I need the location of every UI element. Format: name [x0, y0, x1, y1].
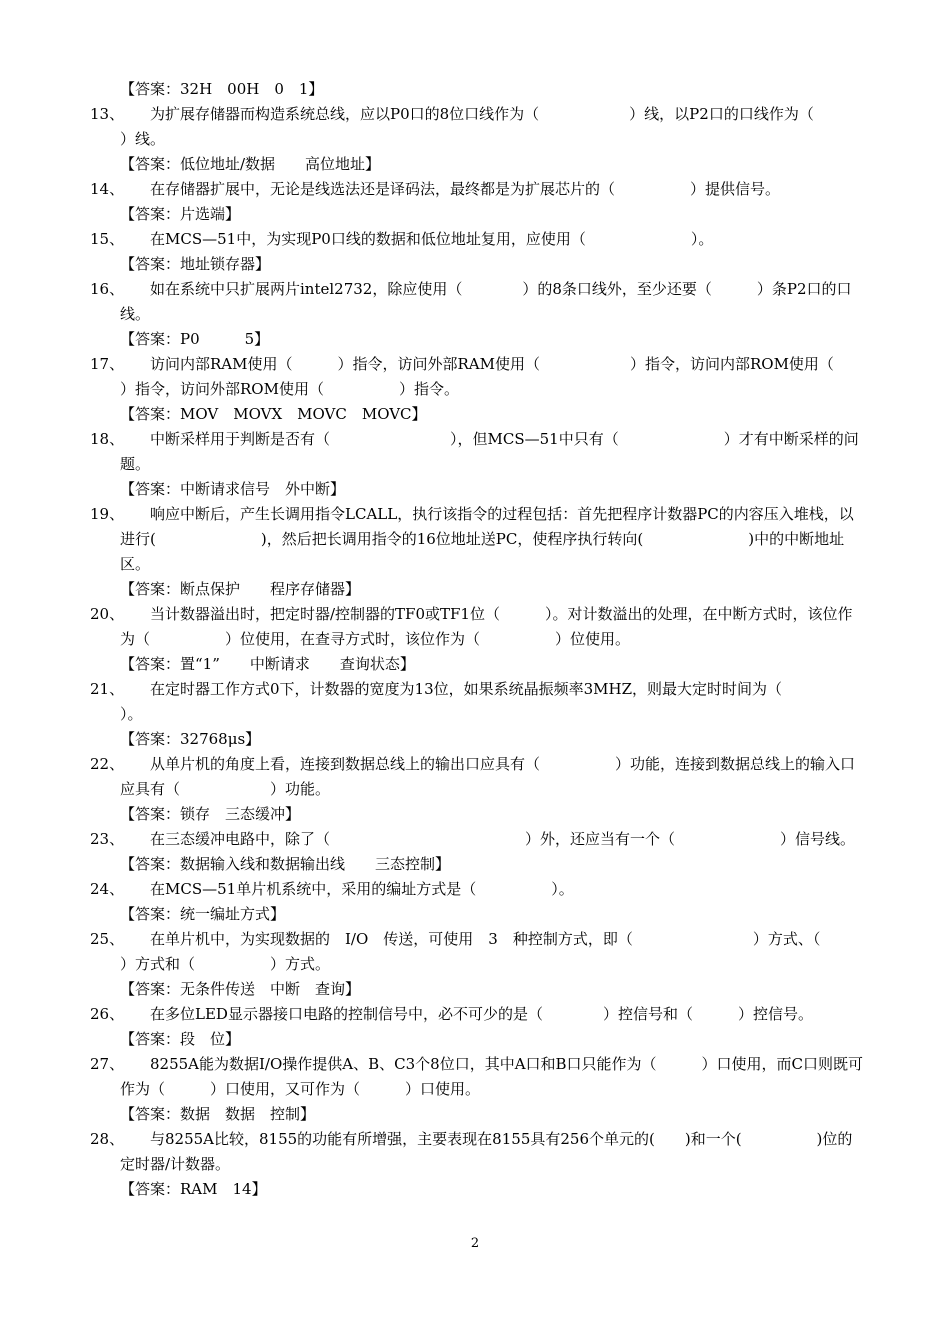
question-list — [90, 77, 909, 1202]
question-text: 8255A能为数据I/O操作提供A、B、C3个8位口，其中A口和B口只能作为（ ）口使用，而C口则既可作为（ ）口使用，又可作为（ ）口使用。 — [120, 1055, 864, 1098]
question-text-block — [90, 1002, 865, 1027]
question-text-block — [90, 827, 865, 852]
answer-line: 【答案：无条件传送 中断 查询】 — [120, 980, 361, 998]
question-text-block — [90, 877, 865, 902]
question-item — [90, 1052, 865, 1127]
question-text: 如在系统中只扩展两片intel2732，除应使用（ ）的8条口线外，至少还要（ ）条P2口的口线。 — [120, 280, 852, 323]
question-number: 14、 — [90, 180, 125, 198]
question-text-block — [90, 1127, 865, 1177]
answer-line: 【答案：中断请求信号 外中断】 — [120, 480, 346, 498]
question-item — [90, 177, 865, 227]
page-number: 2 — [470, 1236, 480, 1251]
question-text: 为扩展存储器而构造系统总线，应以P0口的8位口线作为（ ）线，以P2口的口线作为（ ）线。 — [120, 105, 889, 148]
question-item — [90, 102, 889, 177]
question-item — [90, 502, 865, 602]
question-text: 在定时器工作方式0下，计数器的宽度为13位，如果系统晶振频率3MHZ，则最大定时时间为（ ）。 — [120, 680, 888, 723]
answer-line: 【答案：地址锁存器】 — [120, 255, 271, 273]
question-item — [90, 827, 865, 877]
answer-line: 【答案：断点保护 程序存储器】 — [120, 580, 361, 598]
question-number: 23、 — [90, 830, 125, 848]
answer-line: 【答案：统一编址方式】 — [120, 905, 286, 923]
question-number: 15、 — [90, 230, 125, 248]
question-text-block — [90, 427, 865, 477]
question-item — [90, 277, 865, 352]
question-number: 20、 — [90, 605, 125, 623]
question-item — [90, 877, 865, 927]
question-text: 与8255A比较，8155的功能有所增强，主要表现在8155具有256个单元的( )和一个( )位的定时器/计数器。 — [120, 1130, 853, 1173]
question-text: 在三态缓冲电路中，除了（ ）外，还应当有一个（ ）信号线。 — [120, 830, 856, 848]
question-number: 22、 — [90, 755, 125, 773]
question-number: 17、 — [90, 355, 125, 373]
question-text: 响应中断后，产生长调用指令LCALL，执行该指令的过程包括：首先把程序计数器PC的内容压入堆栈，以进行( )，然后把长调用指令的16位地址送PC，使程序执行转向( )中的中断地址区。 — [120, 505, 854, 573]
question-item — [90, 677, 888, 752]
question-text: 在存储器扩展中，无论是线选法还是译码法，最终都是为扩展芯片的（ ）提供信号。 — [120, 180, 781, 198]
answer-line: 【答案：32768μs】 — [120, 730, 261, 748]
question-text-block — [90, 177, 865, 202]
answer-line: 【答案：RAM 14】 — [120, 1180, 267, 1198]
answer-line: 【答案：置“1” 中断请求 查询状态】 — [120, 655, 415, 673]
question-text-block — [90, 352, 909, 402]
question-text-block — [90, 502, 865, 577]
answer-line: 【答案：P0 5】 — [120, 330, 270, 348]
question-item — [90, 1002, 865, 1052]
question-text: 在多位LED显示器接口电路的控制信号中，必不可少的是（ ）控信号和（ ）控信号。 — [120, 1005, 813, 1023]
answer-line: 【答案：锁存 三态缓冲】 — [120, 805, 301, 823]
question-item — [90, 927, 896, 1002]
question-item — [90, 752, 865, 827]
question-text: 在MCS—51单片机系统中，采用的编址方式是（ ）。 — [120, 880, 574, 898]
question-number: 28、 — [90, 1130, 125, 1148]
question-item — [90, 1127, 865, 1202]
question-text: 在单片机中，为实现数据的 I/O 传送，可使用 3 种控制方式，即（ ）方式、（ ）方式和（ ）方式。 — [120, 930, 896, 973]
question-text-block — [90, 227, 865, 252]
question-text-block — [90, 102, 889, 152]
question-text: 当计数器溢出时，把定时器/控制器的TF0或TF1位（ ）。对计数溢出的处理，在中断方式时，该位作为（ ）位使用，在查寻方式时，该位作为（ ）位使用。 — [120, 605, 853, 648]
question-number: 13、 — [90, 105, 125, 123]
question-text: 访问内部RAM使用（ ）指令，访问外部RAM使用（ ）指令，访问内部ROM使用（ ）指令，访问外部ROM使用（ ）指令。 — [120, 355, 909, 398]
answer-line: 【答案：数据输入线和数据输出线 三态控制】 — [120, 855, 451, 873]
question-number: 21、 — [90, 680, 125, 698]
answer-line-12: 【答案：32H 00H 0 1】 — [120, 80, 324, 98]
answer-line: 【答案：低位地址/数据 高位地址】 — [120, 155, 381, 173]
question-number: 25、 — [90, 930, 125, 948]
question-text-block — [90, 1052, 865, 1102]
question-text-block — [90, 677, 888, 727]
question-text: 从单片机的角度上看，连接到数据总线上的输出口应具有（ ）功能，连接到数据总线上的输入口应具有（ ）功能。 — [120, 755, 856, 798]
question-text-block — [90, 927, 896, 977]
answer-line: 【答案：MOV MOVX MOVC MOVC】 — [120, 405, 427, 423]
question-number: 27、 — [90, 1055, 125, 1073]
question-number: 19、 — [90, 505, 125, 523]
question-text-block — [90, 277, 865, 327]
question-item — [90, 227, 865, 277]
question-number: 16、 — [90, 280, 125, 298]
answer-line: 【答案：段 位】 — [120, 1030, 241, 1048]
answer-line: 【答案：数据 数据 控制】 — [120, 1105, 316, 1123]
question-number: 18、 — [90, 430, 125, 448]
question-number: 26、 — [90, 1005, 125, 1023]
question-text: 中断采样用于判断是否有（ ），但MCS—51中只有（ ）才有中断采样的问题。 — [120, 430, 859, 473]
question-text: 在MCS—51中，为实现P0口线的数据和低位地址复用，应使用（ ）。 — [120, 230, 714, 248]
answer-line: 【答案：片选端】 — [120, 205, 241, 223]
question-text-block — [90, 752, 865, 802]
question-item — [90, 352, 909, 427]
question-number: 24、 — [90, 880, 125, 898]
question-item — [90, 602, 865, 677]
question-item — [90, 427, 865, 502]
question-text-block — [90, 602, 865, 652]
